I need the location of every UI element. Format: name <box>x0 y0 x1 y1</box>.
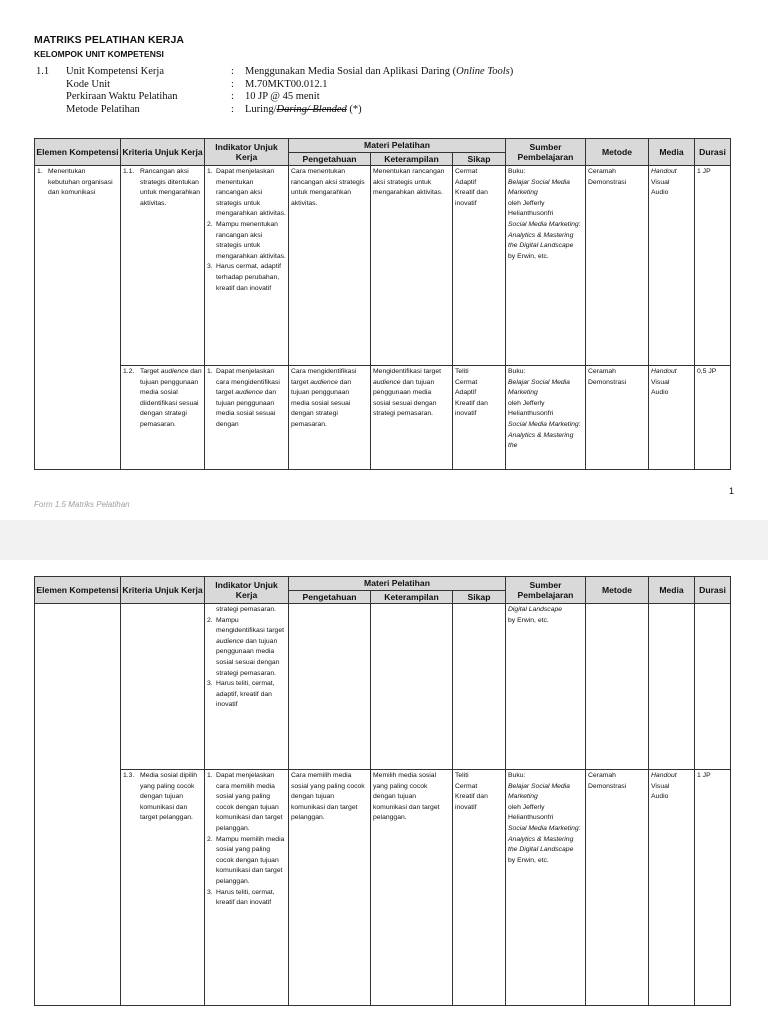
header-keterampilan: Keterampilan <box>371 152 453 166</box>
field-value: Luring/Daring/ Blended (*) <box>245 103 362 115</box>
sumber-cell: Buku: Belajar Social Media Marketing oleh Jefferly Helianthusonfri Social Media Marketing: Analytics & Mastering the Digital Landscape by Erwin, etc. <box>506 166 586 366</box>
sikap-cell: Teliti Cermat Kreatif dan inovatif <box>453 770 506 1006</box>
page-separator <box>0 520 768 560</box>
table-row <box>35 166 731 366</box>
durasi-cell: 0,5 JP <box>695 366 731 470</box>
metode-cell: Ceramah Demonstrasi <box>586 366 649 470</box>
keterampilan-cell: Mengidentifikasi target audience dan tujuan penggunaan media sosial sesuai dengan strategi pemasaran. <box>371 366 453 470</box>
header-materi: Materi Pelatihan <box>289 139 506 153</box>
kuk-cell <box>121 604 205 770</box>
training-matrix-table <box>34 138 731 470</box>
sikap-cell <box>453 604 506 770</box>
kuk-cell: 1.1. Rancangan aksi strategis ditentukan untuk mengarahkan aktivitas. <box>121 166 205 366</box>
header-durasi: Durasi <box>695 577 731 604</box>
field-value: M.70MKT00.012.1 <box>245 78 328 90</box>
page-number: 1 <box>728 486 734 496</box>
media-cell: Handout Visual Audio <box>649 366 695 470</box>
unit-metadata: 1.1 Unit Kompetensi Kerja : Menggunakan Media Sosial dan Aplikasi Daring (Online Tools) Kode Unit : M.70MKT00.012.1 Perkiraan Waktu Pelatihan : 10 JP @ 45 menit Metode Pelatihan : Luring/Daring/ Blended (*) <box>36 66 514 115</box>
indikator-cell: 1. Dapat menjelaskan cara mengidentifikasi target audience dan tujuan penggunaan media sosial sesuai dengan <box>205 366 289 470</box>
header-sikap: Sikap <box>453 152 506 166</box>
media-cell <box>649 604 695 770</box>
header-elemen: Elemen Kompetensi <box>35 139 121 166</box>
table-row <box>35 604 731 770</box>
header-kriteria: Kriteria Unjuk Kerja <box>121 577 205 604</box>
keterampilan-cell: Memilih media sosial yang paling cocok dengan tujuan komunikasi dan target pelanggan. <box>371 770 453 1006</box>
header-indikator: Indikator Unjuk Kerja <box>205 139 289 166</box>
header-sumber: Sumber Pembelajaran <box>506 577 586 604</box>
header-elemen: Elemen Kompetensi <box>35 577 121 604</box>
header-pengetahuan: Pengetahuan <box>289 590 371 604</box>
kuk-cell: 1.3. Media sosial dipilih yang paling cocok dengan tujuan komunikasi dan target pelanggan. <box>121 770 205 1006</box>
header-sikap: Sikap <box>453 590 506 604</box>
durasi-cell: 1 JP <box>695 770 731 1006</box>
sumber-cell: Digital Landscape by Erwin, etc. <box>506 604 586 770</box>
media-cell: Handout Visual Audio <box>649 166 695 366</box>
metode-cell <box>586 604 649 770</box>
pengetahuan-cell: Cara memilih media sosial yang paling cocok dengan tujuan komunikasi dan target pelanggan. <box>289 770 371 1006</box>
document-subtitle: KELOMPOK UNIT KOMPETENSI <box>34 49 164 59</box>
elemen-cell <box>35 604 121 1006</box>
indikator-cell: 1. Dapat menjelaskan cara memilih media sosial yang paling cocok dengan tujuan komunikasi dan target pelanggan. 2. Mampu memilih media sosial yang paling cocok dengan tujuan komunikasi dan target pelanggan. 3. Harus teliti, cermat, kreatif dan inovatif <box>205 770 289 1006</box>
header-sumber: Sumber Pembelajaran <box>506 139 586 166</box>
table-row <box>35 366 731 470</box>
field-label: Kode Unit <box>66 78 111 90</box>
header-metode: Metode <box>586 577 649 604</box>
header-metode: Metode <box>586 139 649 166</box>
table-row <box>35 770 731 1006</box>
metode-cell: Ceramah Demonstrasi <box>586 770 649 1006</box>
durasi-cell: 1 JP <box>695 166 731 366</box>
header-pengetahuan: Pengetahuan <box>289 152 371 166</box>
media-cell: Handout Visual Audio <box>649 770 695 1006</box>
sumber-cell: Buku: Belajar Social Media Marketing oleh Jefferly Helianthusonfri Social Media Marketing: Analytics & Mastering the Digital Landscape by Erwin, etc. <box>506 770 586 1006</box>
durasi-cell <box>695 604 731 770</box>
indikator-cell: 1. Dapat menjelaskan menentukan rancangan aksi strategis untuk mengarahkan aktivitas. 2. Mampu menentukan rancangan aksi strategis untuk mengarahkan aktivitas. 3. Harus cermat, adaptif terhadap perubahan, kreatif dan inovatif <box>205 166 289 366</box>
header-media: Media <box>649 577 695 604</box>
document-page-2 <box>0 560 768 1024</box>
field-label: Metode Pelatihan <box>66 103 140 115</box>
sikap-cell: Cermat Adaptif Kreatif dan inovatif <box>453 166 506 366</box>
field-value: 10 JP @ 45 menit <box>245 91 320 102</box>
elemen-cell: 1. Menentukan kebutuhan organisasi dan komunikasi <box>35 166 121 470</box>
header-keterampilan: Keterampilan <box>371 590 453 604</box>
training-matrix-table-continued <box>34 576 731 1006</box>
sikap-cell: Teliti Cermat Adaptif Kreatif dan inovatif <box>453 366 506 470</box>
pengetahuan-cell: Cara mengidentifikasi target audience dan tujuan penggunaan media sosial sesuai dengan strategi pemasaran. <box>289 366 371 470</box>
sumber-cell: Buku: Belajar Social Media Marketing oleh Jefferly Helianthusonfri Social Media Marketing: Analytics & Mastering the <box>506 366 586 470</box>
field-label: Unit Kompetensi Kerja <box>66 66 164 77</box>
field-label: Perkiraan Waktu Pelatihan <box>66 91 178 102</box>
field-value: Menggunakan Media Sosial dan Aplikasi Daring (Online Tools) <box>245 66 514 77</box>
header-indikator: Indikator Unjuk Kerja <box>205 577 289 604</box>
keterampilan-cell: Menentukan rancangan aksi strategis untuk mengarahkan aktivitas. <box>371 166 453 366</box>
pengetahuan-cell <box>289 604 371 770</box>
pengetahuan-cell: Cara menentukan rancangan aksi strategis untuk mengarahkan aktivitas. <box>289 166 371 366</box>
form-footer: Form 1.5 Matriks Pelatihan <box>34 500 130 509</box>
document-title: MATRIKS PELATIHAN KERJA <box>34 34 185 46</box>
header-materi: Materi Pelatihan <box>289 577 506 591</box>
header-kriteria: Kriteria Unjuk Kerja <box>121 139 205 166</box>
unit-number: 1.1 <box>36 66 50 77</box>
header-durasi: Durasi <box>695 139 731 166</box>
header-media: Media <box>649 139 695 166</box>
kuk-cell: 1.2. Target audience dan tujuan penggunaan media sosial diidentifikasi sesuai dengan strategi pemasaran. <box>121 366 205 470</box>
indikator-cell: strategi pemasaran. 2. Mampu mengidentifikasi target audience dan tujuan penggunaan media sosial sesuai dengan strategi pemasaran. 3. Harus teliti, cermat, adaptif, kreatif dan inovatif <box>205 604 289 770</box>
keterampilan-cell <box>371 604 453 770</box>
metode-cell: Ceramah Demonstrasi <box>586 166 649 366</box>
